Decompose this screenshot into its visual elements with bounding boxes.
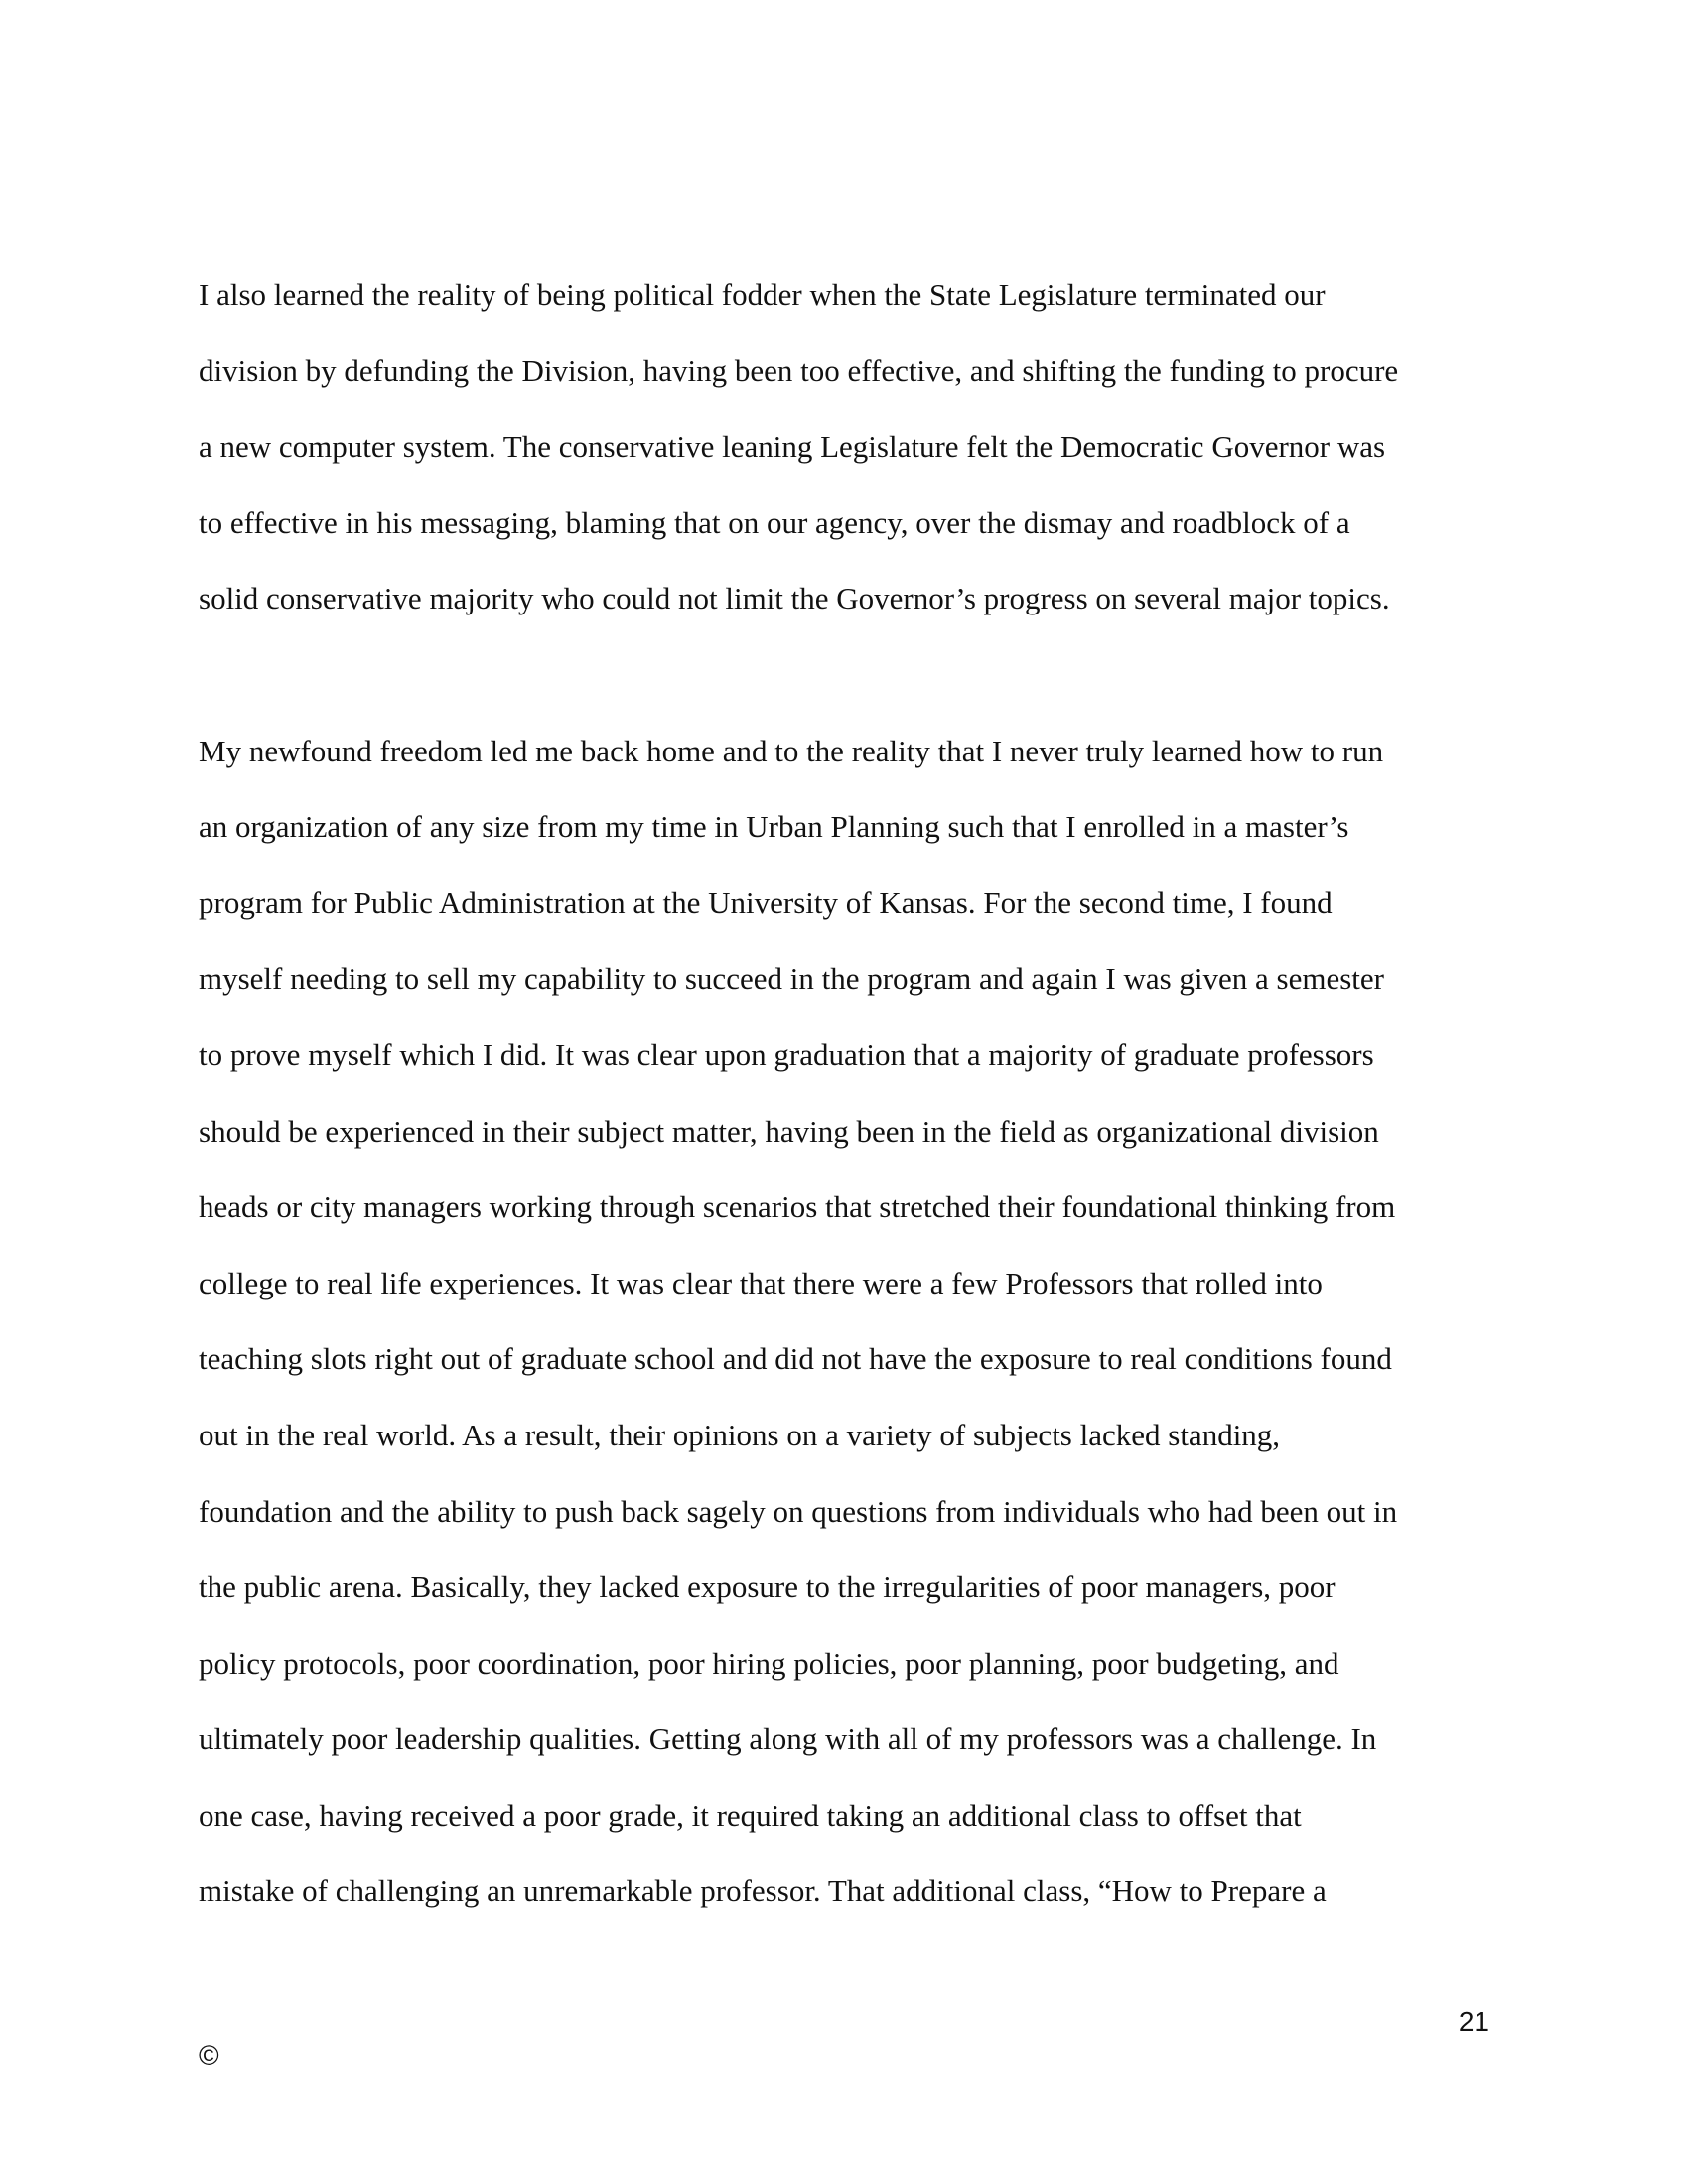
- text-line: heads or city managers working through scenarios that stretched their foundational thinking from: [199, 1189, 1396, 1225]
- paragraph-1: [199, 270, 1489, 650]
- text-line: solid conservative majority who could not limit the Governor’s progress on several major topics.: [199, 581, 1390, 616]
- text-line: out in the real world. As a result, their opinions on a variety of subjects lacked standing,: [199, 1417, 1281, 1452]
- text-line: an organization of any size from my time in Urban Planning such that I enrolled in a master’s: [199, 809, 1349, 845]
- text-line: foundation and the ability to push back sagely on questions from individuals who had been out in: [199, 1493, 1398, 1529]
- text-line: policy protocols, poor coordination, poor hiring policies, poor planning, poor budgeting, and: [199, 1645, 1339, 1681]
- text-line: My newfound freedom led me back home and to the reality that I never truly learned how to run: [199, 733, 1384, 768]
- text-line: to effective in his messaging, blaming that on our agency, over the dismay and roadblock of a: [199, 504, 1350, 540]
- text-line: the public arena. Basically, they lacked exposure to the irregularities of poor managers, poor: [199, 1570, 1336, 1605]
- text-line: I also learned the reality of being political fodder when the State Legislature terminated our: [199, 277, 1326, 312]
- text-line: program for Public Administration at the University of Kansas. For the second time, I found: [199, 885, 1333, 920]
- page-number: 21: [1458, 2006, 1489, 2037]
- text-line: should be experienced in their subject matter, having been in the field as organizational division: [199, 1113, 1379, 1149]
- text-line: one case, having received a poor grade, it required taking an additional class to offset that: [199, 1797, 1302, 1833]
- text-line: teaching slots right out of graduate school and did not have the exposure to real conditions found: [199, 1341, 1392, 1377]
- text-line: ultimately poor leadership qualities. Getting along with all of my professors was a challenge. In: [199, 1721, 1377, 1757]
- paragraph-2: [199, 727, 1489, 1944]
- text-line: a new computer system. The conservative leaning Legislature felt the Democratic Governor was: [199, 429, 1386, 465]
- body-text: [199, 270, 1489, 1943]
- text-line: division by defunding the Division, having been too effective, and shifting the funding to procure: [199, 352, 1399, 388]
- text-line: myself needing to sell my capability to succeed in the program and again I was given a semester: [199, 961, 1384, 997]
- text-line: college to real life experiences. It was clear that there were a few Professors that rolled into: [199, 1265, 1323, 1300]
- paragraph-spacer: [199, 650, 1489, 727]
- text-line: mistake of challenging an unremarkable professor. That additional class, “How to Prepare a: [199, 1873, 1327, 1909]
- text-line: to prove myself which I did. It was clear upon graduation that a majority of graduate professors: [199, 1036, 1374, 1072]
- copyright-symbol: ©: [199, 2040, 219, 2071]
